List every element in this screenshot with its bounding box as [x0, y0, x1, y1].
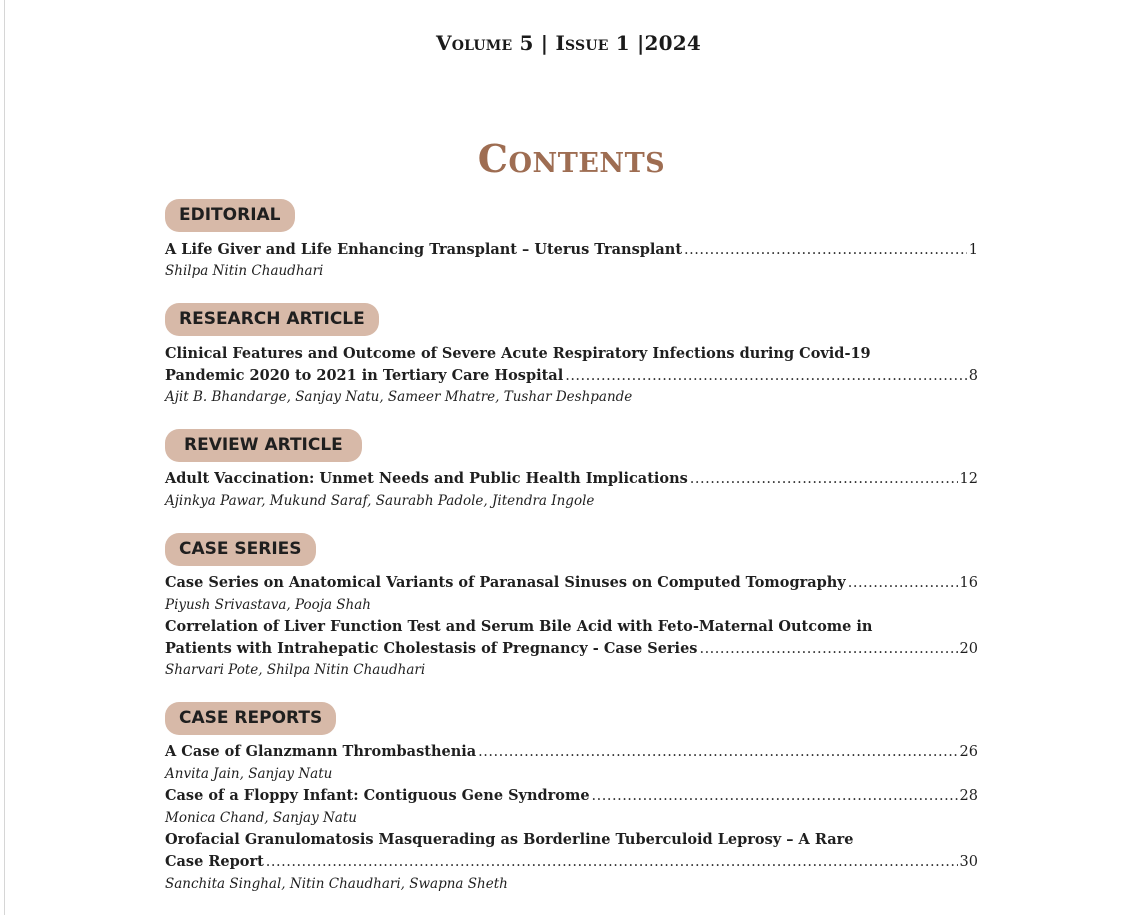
toc-entry-authors: Monica Chand, Sanjay Natu: [165, 810, 357, 826]
section-label-research-article: RESEARCH ARTICLE: [165, 303, 379, 336]
toc-entry-title[interactable]: [165, 851, 978, 873]
toc-entry-authors: Piyush Srivastava, Pooja Shah: [165, 597, 371, 613]
toc-entry-title[interactable]: [165, 638, 978, 660]
toc-entry-page-number[interactable]: 30: [959, 854, 978, 870]
contents-title: Contents: [477, 136, 666, 181]
toc-entry-title-text[interactable]: Case Report: [165, 853, 264, 870]
toc-entry-authors: Ajit B. Bhandarge, Sanjay Natu, Sameer Mhatre, Tushar Deshpande: [165, 389, 633, 405]
toc-entry-title[interactable]: [165, 365, 978, 387]
toc-entry-title-text[interactable]: A Life Giver and Life Enhancing Transplant – Uterus Transplant: [165, 241, 683, 258]
toc-entry-title-line[interactable]: Clinical Features and Outcome of Severe Acute Respiratory Infections during Covid-19: [165, 345, 871, 362]
toc-entry-page-number[interactable]: 8: [968, 368, 978, 384]
toc-entry-title[interactable]: [165, 468, 978, 490]
toc-entry-title-text[interactable]: Adult Vaccination: Unmet Needs and Public Health Implications: [165, 470, 688, 487]
toc-entry-authors: Shilpa Nitin Chaudhari: [165, 263, 324, 279]
dot-leader: [699, 638, 957, 660]
toc-entry-authors: Sharvari Pote, Shilpa Nitin Chaudhari: [165, 662, 426, 678]
toc-entry-title[interactable]: [165, 785, 978, 807]
toc-entry-title[interactable]: [165, 239, 978, 261]
section-label-case-series: CASE SERIES: [165, 533, 316, 566]
dot-leader: [684, 239, 967, 261]
toc-entry-title[interactable]: [165, 741, 978, 763]
dot-leader: [848, 572, 958, 594]
section-label-review-article: REVIEW ARTICLE: [165, 429, 362, 462]
dot-leader: [478, 741, 957, 763]
toc-entry-title-text[interactable]: A Case of Glanzmann Thrombasthenia: [165, 743, 477, 760]
toc-entry-title-text[interactable]: Pandemic 2020 to 2021 in Tertiary Care Hospital: [165, 367, 564, 384]
toc-entry-title-text[interactable]: Case of a Floppy Infant: Contiguous Gene Syndrome: [165, 787, 590, 804]
toc-entry-page-number[interactable]: 20: [959, 641, 978, 657]
toc-entry-title-text[interactable]: Patients with Intrahepatic Cholestasis of Pregnancy - Case Series: [165, 640, 698, 657]
toc-entry-page-number[interactable]: 12: [959, 471, 978, 487]
toc-entry-title-text[interactable]: Case Series on Anatomical Variants of Paranasal Sinuses on Computed Tomography: [165, 574, 846, 591]
toc-entry-page-number[interactable]: 1: [968, 242, 978, 258]
toc-entry-authors: Sanchita Singhal, Nitin Chaudhari, Swapna Sheth: [165, 876, 508, 892]
toc-entry-authors: Ajinkya Pawar, Mukund Saraf, Saurabh Padole, Jitendra Ingole: [165, 493, 595, 509]
volume-issue-heading: Volume 5 | Issue 1 |2024: [436, 31, 701, 55]
toc-entry-title[interactable]: [165, 572, 978, 594]
dot-leader: [592, 785, 958, 807]
toc-entry-page-number[interactable]: 28: [959, 788, 978, 804]
section-label-editorial: EDITORIAL: [165, 199, 295, 232]
toc-entry-page-number[interactable]: 16: [959, 575, 978, 591]
toc-entry-page-number[interactable]: 26: [959, 744, 978, 760]
dot-leader: [266, 851, 958, 873]
toc-entry-authors: Anvita Jain, Sanjay Natu: [165, 766, 333, 782]
toc-entry-title-line[interactable]: Orofacial Granulomatosis Masquerading as Borderline Tuberculoid Leprosy – A Rare: [165, 831, 854, 848]
dot-leader: [690, 468, 958, 490]
section-label-case-reports: CASE REPORTS: [165, 702, 336, 735]
dot-leader: [565, 365, 967, 387]
toc-entry-title-line[interactable]: Correlation of Liver Function Test and Serum Bile Acid with Feto-Maternal Outcome in: [165, 618, 873, 635]
